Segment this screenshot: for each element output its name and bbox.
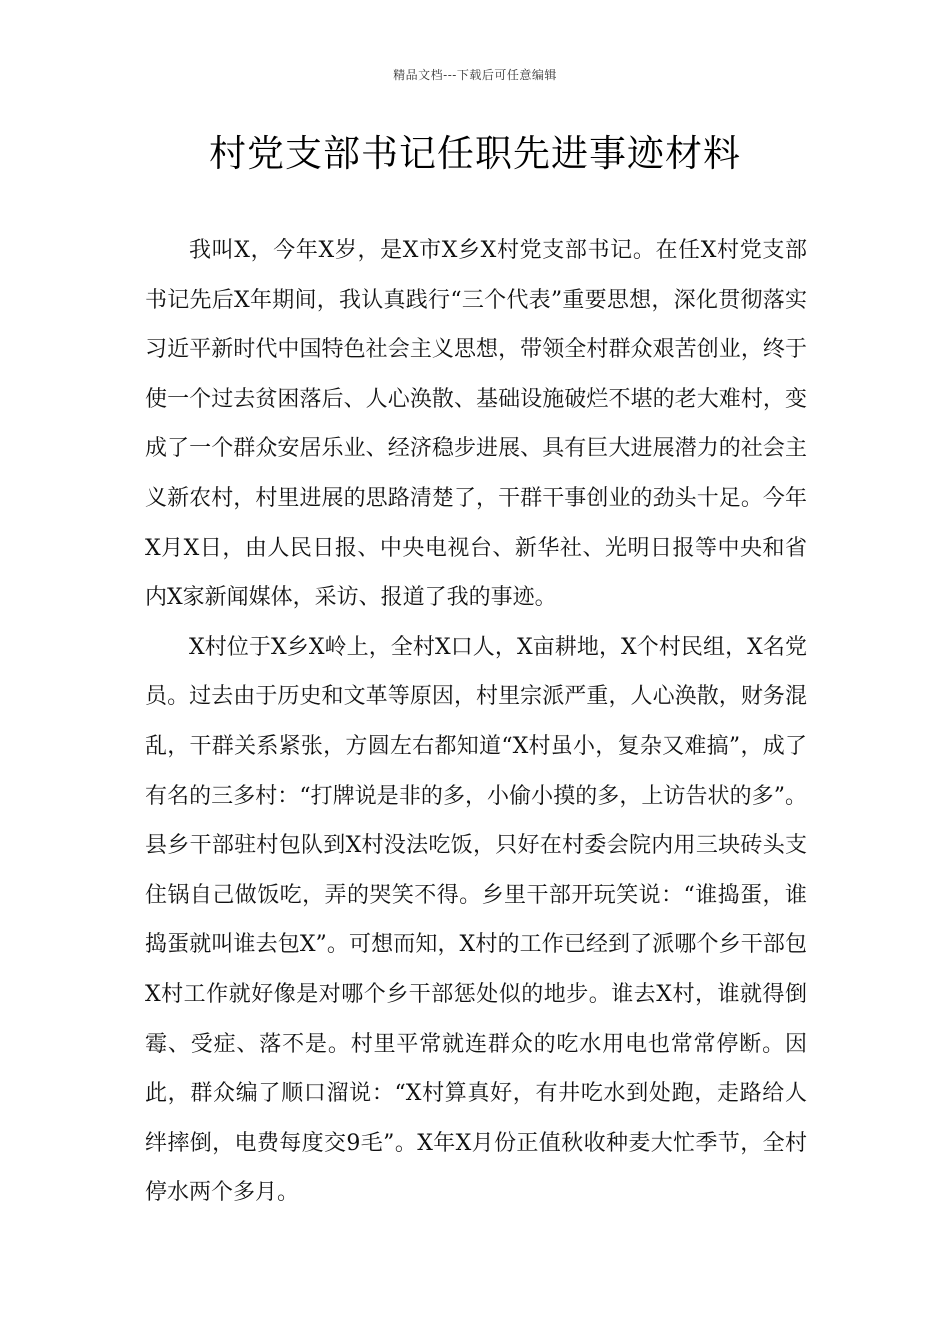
paragraph-1: 我叫X，今年X岁，是X市X乡X村党支部书记。在任X村党支部书记先后X年期间，我认真践行“三个代表”重要思想，深化贯彻落实习近平新时代中国特色社会主义思想，带领全村群众艰苦创业，终于使一个过去贫困落后、人心涣散、基础设施破烂不堪的老大难村，变成了一个群众安居乐业、经济稳步进展、具有巨大进展潜力的社会主义新农村，村里进展的思路清楚了，干群干事创业的劲头十足。今年X月X日，由人民日报、中央电视台、新华社、光明日报等中央和省内X家新闻媒体，采访、报道了我的事迹。 <box>145 238 807 611</box>
document-title: 村党支部书记任职先进事迹材料 <box>209 132 741 175</box>
document-body <box>145 226 807 1218</box>
paragraph-2: X村位于X乡X岭上，全村X口人，X亩耕地，X个村民组，X名党员。过去由于历史和文革等原因，村里宗派严重，人心涣散，财务混乱，干群关系紧张，方圆左右都知道“X村虽小，复杂又难搞”，成了有名的三多村：“打牌说是非的多，小偷小摸的多，上访告状的多”。县乡干部驻村包队到X村没法吃饭，只好在村委会院内用三块砖头支住锅自己做饭吃，弄的哭笑不得。乡里干部开玩笑说：“谁捣蛋，谁捣蛋就叫谁去包X”。可想而知，X村的工作已经到了派哪个乡干部包X村工作就好像是对哪个乡干部惩处似的地步。谁去X村，谁就得倒霉、受症、落不是。村里平常就连群众的吃水用电也常常停断。因此，群众编了顺口溜说：“X村算真好，有井吃水到处跑，走路给人绊摔倒，电费每度交9毛”。X年X月份正值秋收种麦大忙季节，全村停水两个多月。 <box>145 634 807 1206</box>
header-note: 精品文档---下载后可任意编辑 <box>393 68 557 82</box>
